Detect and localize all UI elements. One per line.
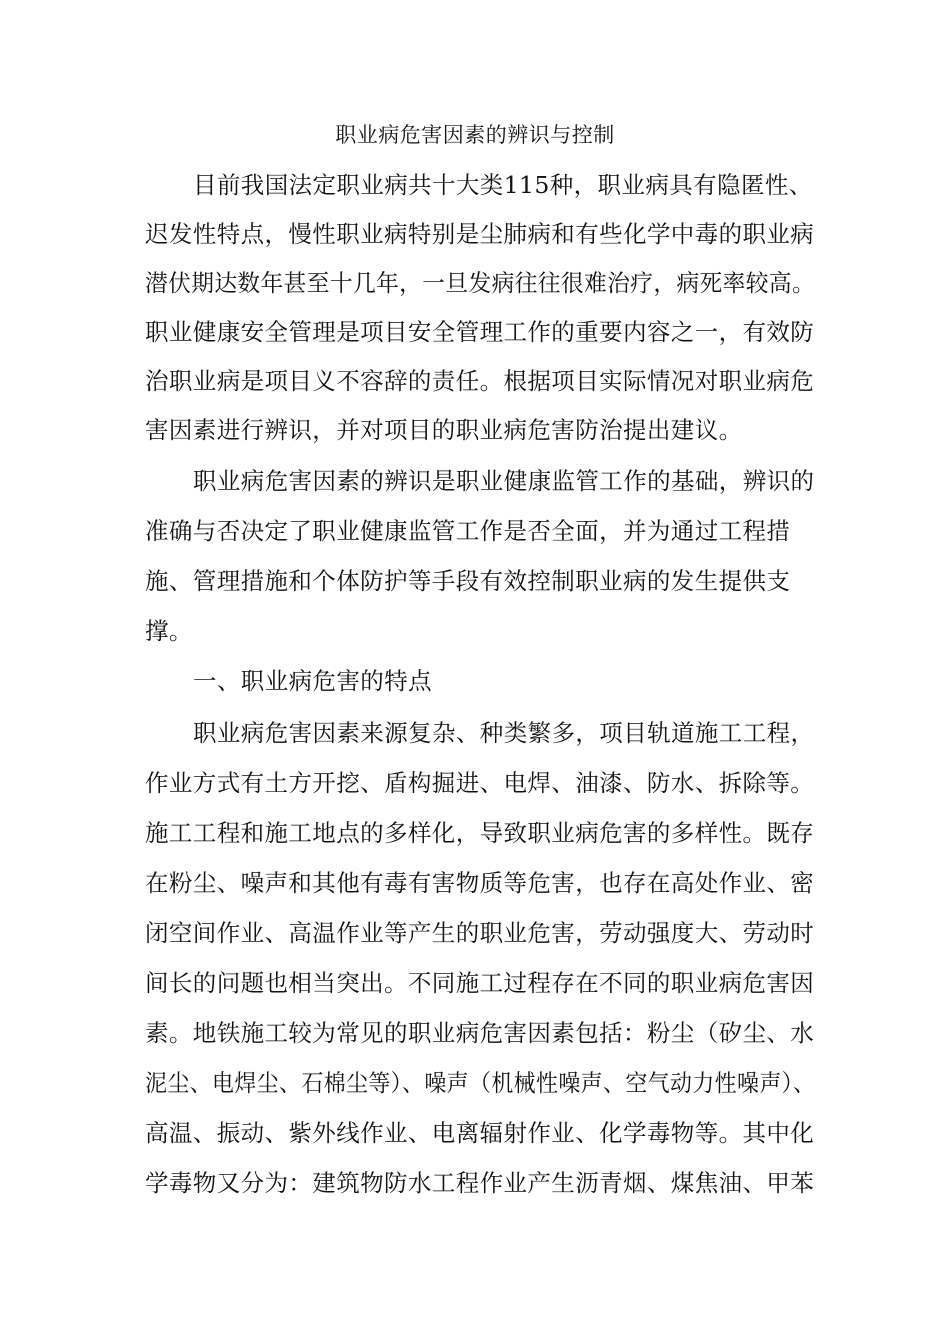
body-line: 害因素进行辨识，并对项目的职业病危害防治提出建议。	[145, 416, 743, 444]
body-line: 高温、振动、紫外线作业、电离辐射作业、化学毒物等。其中化	[145, 1119, 815, 1147]
body-line: 潜伏期达数年甚至十几年，一旦发病往往很难治疗，病死率较高。	[145, 269, 816, 297]
body-line: 职业病危害因素的辨识是职业健康监管工作的基础，辨识的	[193, 467, 815, 495]
body-line: 间长的问题也相当突出。不同施工过程存在不同的职业病危害因	[145, 969, 815, 997]
body-line: 施、管理措施和个体防护等手段有效控制职业病的发生提供支	[145, 567, 791, 595]
body-line: 目前我国法定职业病共十大类115种，职业病具有隐匿性、	[193, 171, 813, 199]
body-line: 准确与否决定了职业健康监管工作是否全面，并为通过工程措	[145, 517, 791, 545]
body-line: 学毒物又分为：建筑物防水工程作业产生沥青烟、煤焦油、甲苯	[145, 1169, 815, 1197]
body-line: 职业健康安全管理是项目安全管理工作的重要内容之一，有效防	[145, 318, 815, 346]
body-line: 闭空间作业、高温作业等产生的职业危害，劳动强度大、劳动时	[145, 919, 815, 947]
document-title: 职业病危害因素的辨识与控制	[335, 123, 615, 147]
body-line: 素。地铁施工较为常见的职业病危害因素包括：粉尘（矽尘、水	[145, 1019, 815, 1047]
body-line: 在粉尘、噪声和其他有毒有害物质等危害，也存在高处作业、密	[145, 869, 815, 897]
body-line: 撑。	[145, 617, 193, 645]
body-line: 治职业病是项目义不容辞的责任。根据项目实际情况对职业病危	[145, 367, 815, 395]
section-heading: 一、职业病危害的特点	[193, 667, 432, 695]
body-line: 迟发性特点，慢性职业病特别是尘肺病和有些化学中毒的职业病	[145, 220, 815, 248]
body-line: 作业方式有土方开挖、盾构掘进、电焊、油漆、防水、拆除等。	[145, 769, 815, 797]
body-line: 泥尘、电焊尘、石棉尘等）、噪声（机械性噪声、空气动力性噪声）、	[145, 1069, 816, 1097]
body-line: 施工工程和施工地点的多样化，导致职业病危害的多样性。既存	[145, 819, 815, 847]
body-line: 职业病危害因素来源复杂、种类繁多，项目轨道施工工程，	[193, 719, 815, 747]
